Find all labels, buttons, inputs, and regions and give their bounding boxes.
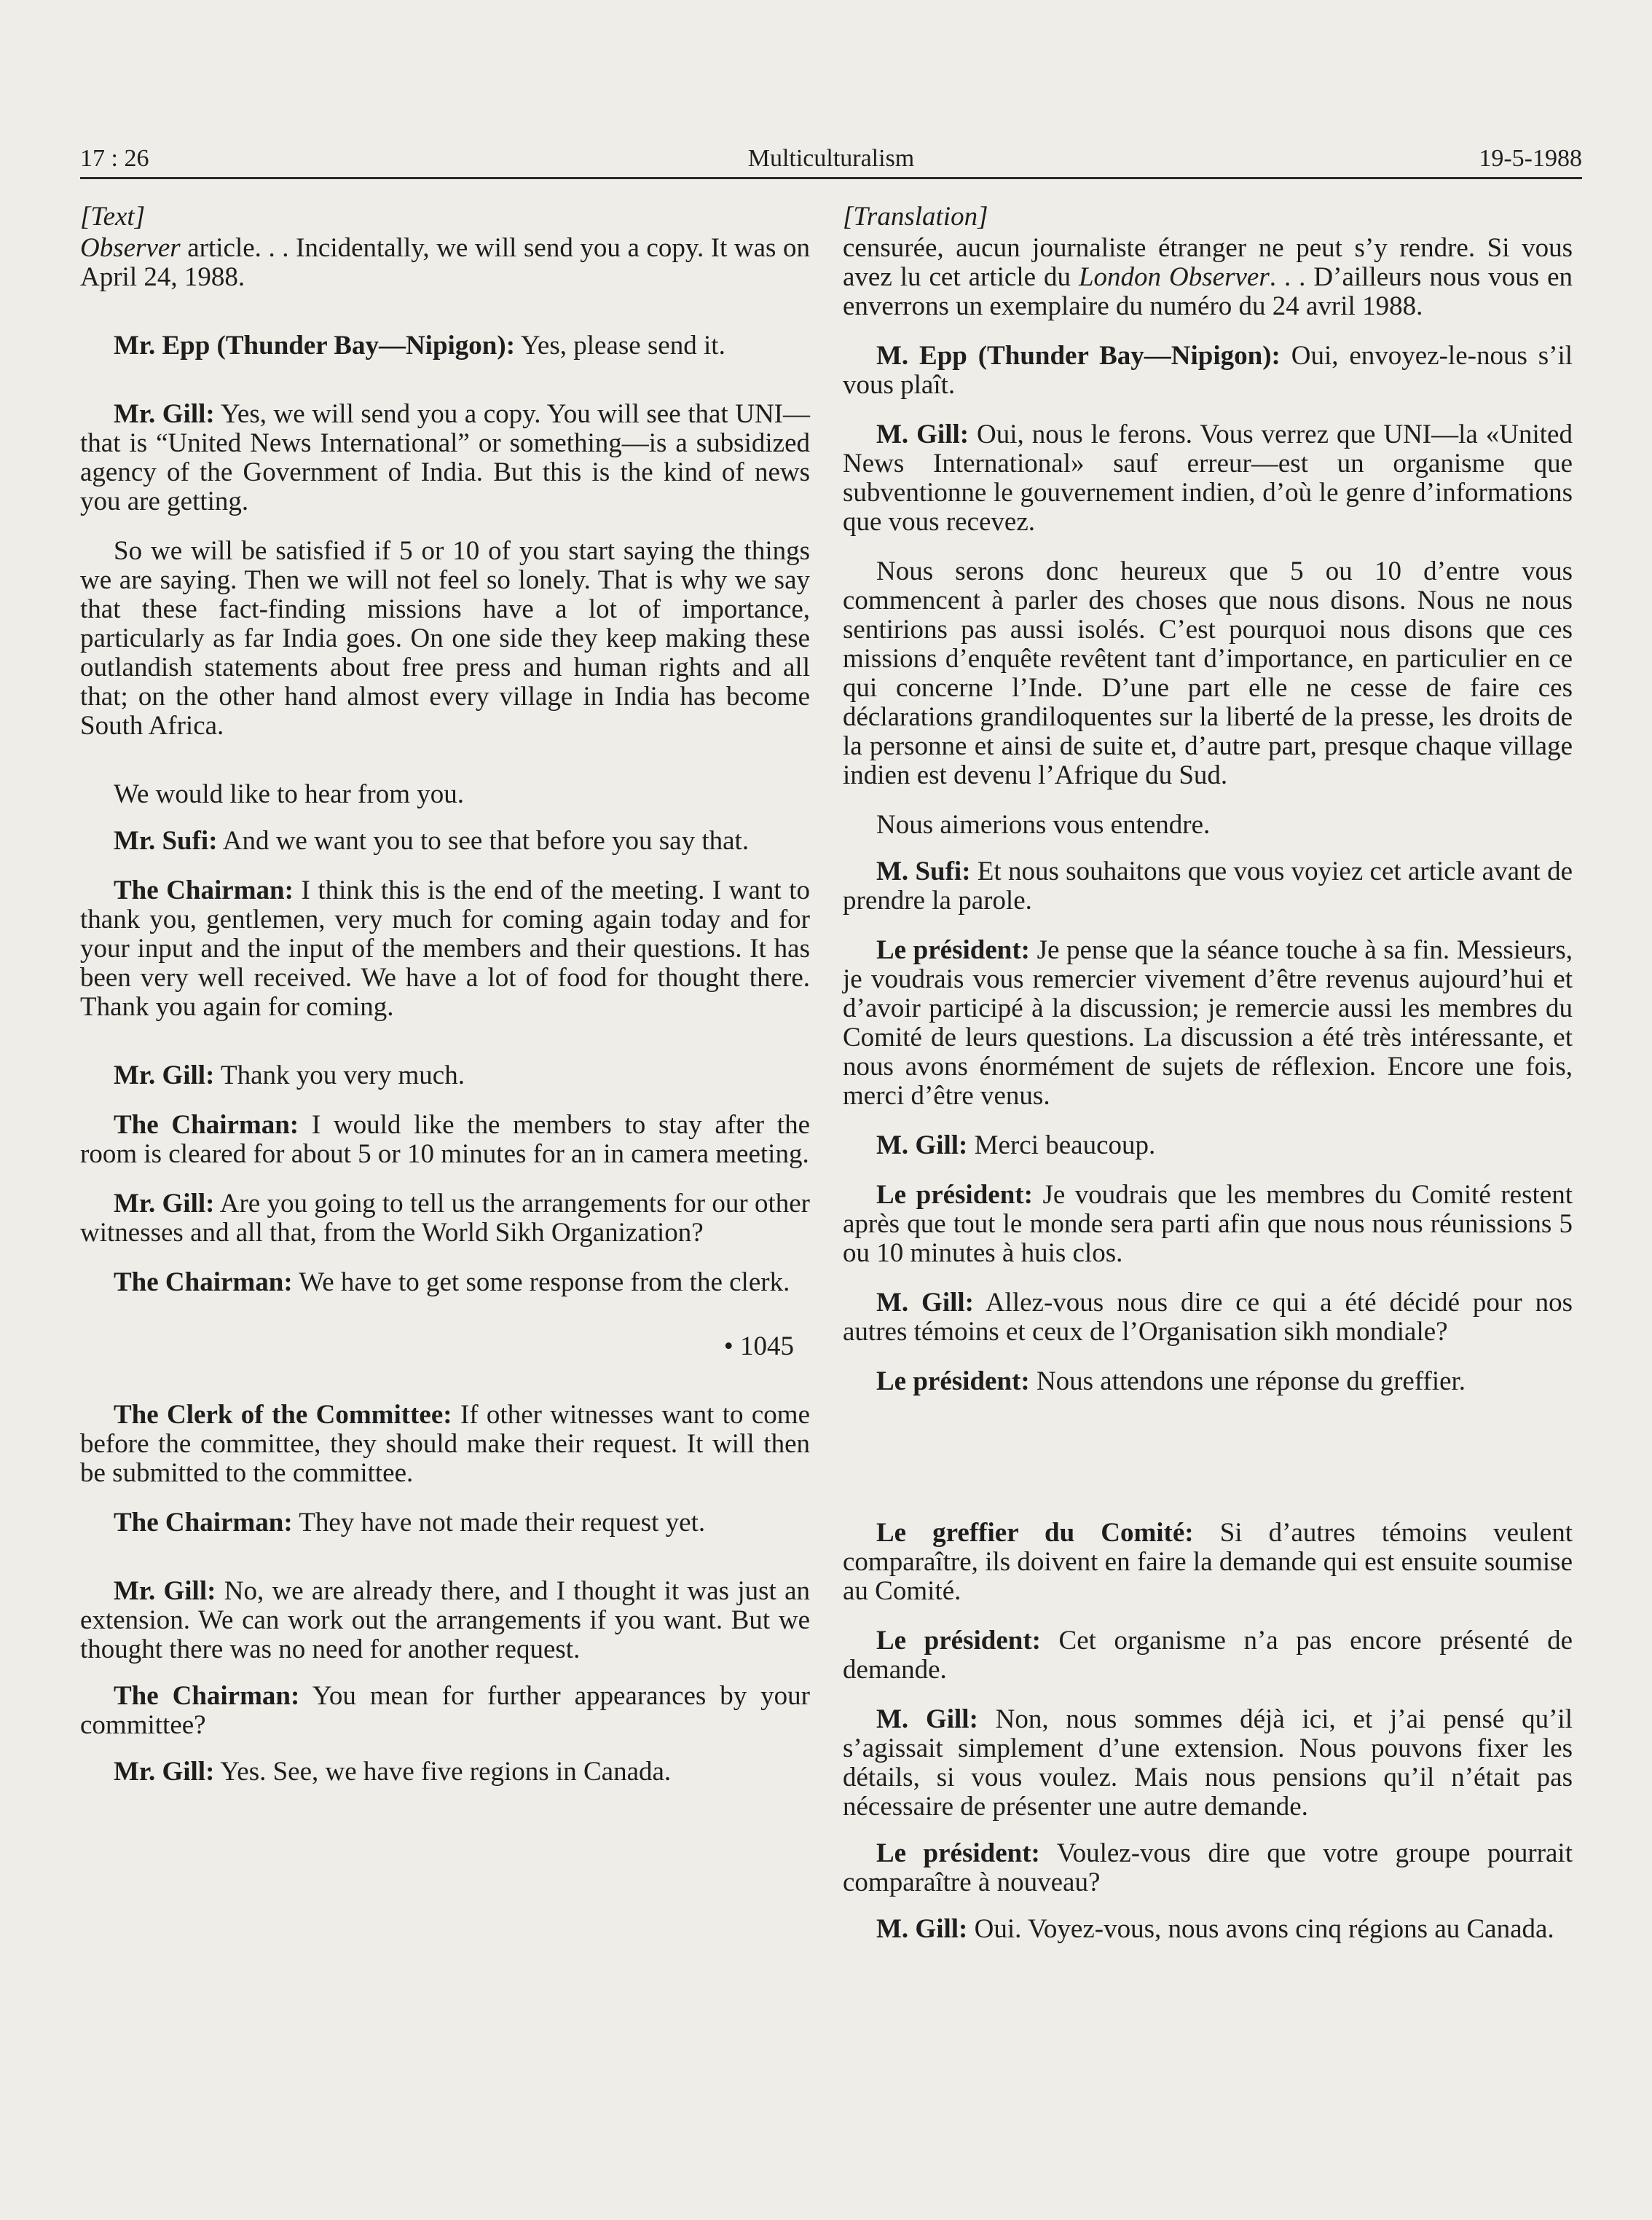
speaker: Mr. Sufi: (114, 826, 218, 856)
paragraph: The Chairman: We have to get some response from the clerk. (114, 1267, 790, 1297)
speaker: Mr. Gill: (114, 399, 215, 429)
speaker: Le président: (876, 1626, 1041, 1656)
paragraph: M. Gill: Oui. Voyez-vous, nous avons cinq régions au Canada. (876, 1914, 1554, 1944)
paragraph: The Chairman: They have not made their request yet. (114, 1508, 706, 1538)
paragraph: The Chairman: I would like the members to stay after the room is cleared for about 5 or 10 minutes for an in camera meeting. (80, 1110, 811, 1169)
speaker: Mr. Gill: (114, 1757, 215, 1787)
speaker: M. Sufi: (876, 857, 971, 886)
paragraph: So we will be satisfied if 5 or 10 of you start saying the things we are saying. Then we will not feel so lonely. That is why we say that these fact-finding missions have a lot of importance, particularly as far India goes. On one side they keep making these outlandish statements about free press and human rights and all that; on the other hand almost every village in India has become South Africa. (80, 536, 810, 741)
paragraph: Le président: Je voudrais que les membres du Comité restent après que tout le monde sera parti afin que nous nous réunissions 5 ou 10 minutes à huis clos. (843, 1180, 1573, 1268)
paragraph: Le président: Voulez-vous dire que votre groupe pourrait comparaître à nouveau? (843, 1838, 1573, 1897)
speaker: M. Gill: (876, 420, 969, 449)
paragraph: Le président: Nous attendons une réponse du greffier. (876, 1366, 1466, 1396)
paragraph: Le président: Cet organisme n’a pas encore présenté de demande. (843, 1626, 1573, 1685)
speaker: M. Gill: (876, 1288, 974, 1318)
paragraph: M. Gill: Non, nous sommes déjà ici, et j’ai pensé qu’il s’agissait simplement d’une extension. Nous pouvons fixer les détails, si vous voulez. Mais nous pensions qu’il n’était pas nécessaire de présenter une autre demande. (843, 1704, 1573, 1822)
speaker: M. Epp (Thunder Bay—Nipigon): (876, 341, 1281, 371)
running-title: Multiculturalism (747, 145, 915, 172)
paragraph: M. Gill: Oui, nous le ferons. Vous verrez que UNI—la «United News International» sauf erreur—est un organisme que subventionne le gouvernement indien, d’où le genre d’informations que vous recevez. (843, 420, 1573, 537)
paragraph: Observer article. . . Incidentally, we will send you a copy. It was on April 24, 1988. (80, 233, 810, 292)
french-column (843, 200, 1573, 1944)
paragraph: The Chairman: You mean for further appearances by your committee? (80, 1681, 811, 1740)
paragraph: Mr. Gill: No, we are already there, and I thought it was just an extension. We can work out the arrangements if you want. But we thought there was no need for another request. (80, 1576, 810, 1664)
paragraph: Mr. Sufi: And we want you to see that before you say that. (114, 826, 750, 856)
paragraph: M. Gill: Allez-vous nous dire ce qui a été décidé pour nos autres témoins et ceux de l’Organisation sikh mondiale? (843, 1288, 1573, 1347)
speaker: The Chairman: (114, 875, 294, 905)
header-rule (80, 177, 1582, 179)
speaker: Le président: (876, 1838, 1040, 1868)
paragraph: Mr. Gill: Yes. See, we have five regions in Canada. (114, 1757, 672, 1787)
paragraph: M. Sufi: Et nous souhaitons que vous voyiez cet article avant de prendre la parole. (843, 857, 1573, 916)
english-column (80, 200, 810, 1787)
page-number: 17 : 26 (80, 145, 149, 172)
speaker: The Chairman: (114, 1508, 293, 1538)
speaker: Mr. Gill: (114, 1576, 216, 1606)
paragraph: Mr. Gill: Yes, we will send you a copy. You will see that UNI—that is “United News International” or something—is a subsidized agency of the Government of India. But this is the kind of news you are getting. (80, 399, 811, 516)
paragraph: censurée, aucun journaliste étranger ne peut s’y rendre. Si vous avez lu cet article du London Observer. . . D’ailleurs nous vous en enverrons un exemplaire du numéro du 24 avril 1988. (843, 233, 1573, 321)
paragraph: The Chairman: I think this is the end of the meeting. I want to thank you, gentlemen, very much for coming again today and for your input and the input of the members and their questions. It has been very well received. We have a lot of food for thought there. Thank you again for coming. (80, 875, 810, 1022)
header-date: 19-5-1988 (1479, 145, 1582, 172)
paragraph: Mr. Epp (Thunder Bay—Nipigon): Yes, please send it. (114, 331, 725, 361)
paragraph: Mr. Gill: Thank you very much. (114, 1060, 465, 1090)
speaker: The Chairman: (114, 1267, 293, 1297)
speaker: The Chairman: (114, 1681, 300, 1711)
publication-name: Observer (80, 233, 181, 263)
column-label: [Text] (80, 202, 146, 232)
paragraph: Nous aimerions vous entendre. (876, 810, 1211, 840)
speaker: Le président: (876, 1180, 1033, 1210)
page-header (80, 141, 1582, 177)
speaker: Le président: (876, 1366, 1030, 1396)
paragraph: Mr. Gill: Are you going to tell us the arrangements for our other witnesses and all that, from the World Sikh Organization? (80, 1189, 810, 1248)
speaker: Le président: (876, 935, 1030, 965)
time-marker: • 1045 (723, 1331, 794, 1361)
paragraph: M. Epp (Thunder Bay—Nipigon): Oui, envoyez-le-nous s’il vous plaît. (843, 341, 1573, 400)
speaker: The Chairman: (114, 1110, 299, 1140)
paragraph: We would like to hear from you. (114, 779, 464, 809)
publication-name: London Observer (1078, 262, 1270, 292)
speaker: Mr. Gill: (114, 1060, 215, 1090)
speaker: Mr. Gill: (114, 1189, 215, 1219)
speaker: Le greffier du Comité: (876, 1518, 1194, 1548)
paragraph: M. Gill: Merci beaucoup. (876, 1130, 1156, 1160)
speaker: Mr. Epp (Thunder Bay—Nipigon): (114, 331, 516, 361)
speaker: M. Gill: (876, 1130, 968, 1160)
speaker: The Clerk of the Committee: (114, 1400, 452, 1430)
paragraph: Le greffier du Comité: Si d’autres témoins veulent comparaître, ils doivent en faire la demande qui est ensuite soumise au Comité. (843, 1518, 1573, 1606)
column-label: [Translation] (843, 202, 988, 232)
paragraph: Le président: Je pense que la séance touche à sa fin. Messieurs, je voudrais vous remercier vivement d’être revenus aujourd’hui et d’avoir participé à la discussion; je remercie aussi les membres du Comité de leurs questions. La discussion a été très intéressante, et nous avons énormément de sujets de réflexion. Encore une fois, merci d’être venus. (843, 935, 1573, 1111)
speaker: M. Gill: (876, 1914, 968, 1944)
paragraph: The Clerk of the Committee: If other witnesses want to come before the committee, they should make their request. It will then be submitted to the committee. (80, 1400, 810, 1488)
speaker: M. Gill: (876, 1704, 978, 1734)
paragraph: Nous serons donc heureux que 5 ou 10 d’entre vous commencent à parler des choses que nous disons. Nous ne nous sentirions pas aussi isolés. C’est pourquoi nous disons que ces missions d’enquête revêtent tant d’importance, en particulier en ce qui concerne l’Inde. D’une part elle ne cesse de faire ces déclarations grandiloquentes sur la liberté de la presse, les droits de la personne et ainsi de suite et, d’autre part, presque chaque village indien est devenu l’Afrique du Sud. (843, 556, 1573, 790)
